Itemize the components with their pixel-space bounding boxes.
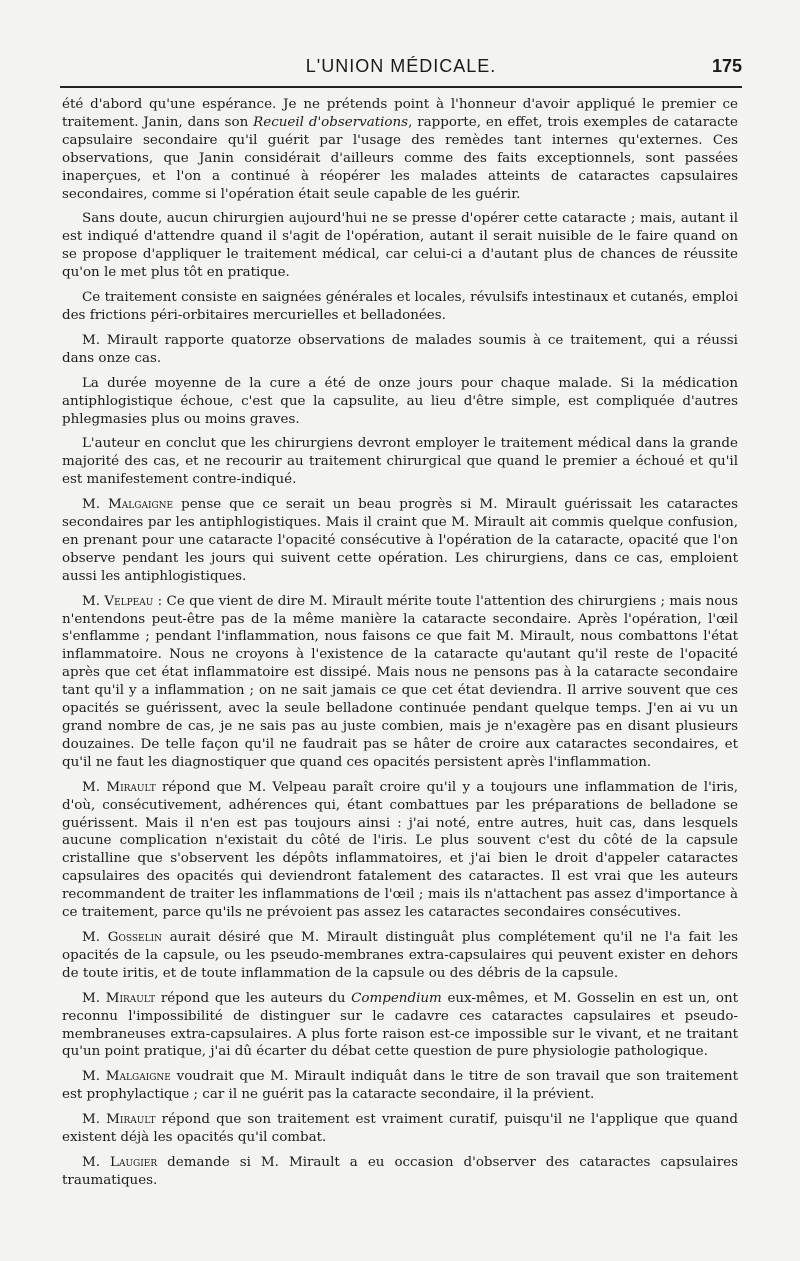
paragraph [62, 435, 738, 489]
paragraph [62, 929, 738, 983]
paragraph-text: eux-mêmes, et M. Gosselin en est un, ont reconnu l'impossibilité de distinguer sur le cadavre ces cataractes capsulaires et pseudo-membraneuses extra-capsulaires. A plus forte raison est-ce impossible sur le vivant, et ne traitant qu'un point pratique, j'ai dû écarter du débat cette question de pure physiologie pathologique. [62, 990, 739, 1060]
paragraph [62, 332, 738, 368]
paragraph [62, 289, 738, 325]
paragraph-text: La durée moyenne de la cure a été de onze jours pour chaque malade. Si la médication antiphlogistique échoue, c'est que la capsulite, au lieu d'être simple, est compliquée d'autres phlegmasies plus ou moins graves. [62, 375, 738, 427]
italic-text: Recueil d'observations [253, 114, 409, 130]
running-title: L'UNION MÉDICALE. [305, 56, 497, 76]
paragraph-text: : Ce que vient de dire M. Mirault mérite toute l'attention des chirurgiens ; mais nous n'entendons peut-être pas de la même manière la cataracte secondaire. Après l'opération, l'œil s'enflamme ; pendant l'inflammation, nous faisons ce que fait M. Mirault, nous combattons l'état inflammatoire. Nous ne croyons à l'existence de la cataracte qu'autant qu'il reste de l'opacité après que cet état inflammatoire est dissipé. Mais nous ne pensons pas à la cataracte secondaire tant qu'il y a inflammation ; on ne sait jamais ce que cet état deviendra. Il arrive souvent que ces opacités se guérissent, avec la seule belladone continuée pendant quelque temps. J'en ai vu un grand nombre de cas, je ne sais pas au juste combien, mais je n'exagère pas en disant plusieurs douzaines. De telle façon qu'il ne faudrait pas se hâter de croire aux cataractes secondaires, et qu'il ne faut les diagnostiquer que quand ces opacités persistent après l'inflammation. [62, 593, 738, 770]
speaker-name: Mirault [106, 1112, 156, 1128]
speaker-name: Laugier [110, 1154, 158, 1170]
paragraph-text: M. [82, 929, 108, 945]
paragraph-text: M. [82, 497, 109, 513]
paragraph [62, 1154, 738, 1190]
paragraph [62, 1111, 738, 1147]
paragraph [62, 593, 738, 772]
paragraph-text: Sans doute, aucun chirurgien aujourd'hui ne se presse d'opérer cette cataracte ; mais, autant il est indiqué d'attendre quand il s'agit de l'opération, autant il serait nuisible de le faire quand on se propose d'appliquer le traitement médical, car celui-ci a d'autant plus de chances de réussite qu'on le met plus tôt en pratique. [62, 211, 738, 281]
paragraph-text: répond que son traitement est vraiment curatif, puisqu'il ne l'applique que quand existent déjà les opacités qu'il combat. [62, 1112, 738, 1146]
paragraph [62, 1068, 738, 1104]
paragraph [62, 210, 738, 282]
paragraph-text: L'auteur en conclut que les chirurgiens devront employer le traitement médical dans la grande majorité des cas, et ne recourir au traitement chirurgical que quand le premier a échoué et qu'il est manifestement contre-indiqué. [62, 436, 738, 488]
speaker-name: Gosselin [107, 929, 163, 945]
speaker-name: Malgaigne [105, 1069, 171, 1085]
paragraph-text: , rapporte, en effet, trois exemples de cataracte capsulaire secondaire qu'il guérit par l'usage des remèdes tant internes qu'externes. Ces observations, que Janin considérait d'ailleurs comme des faits exceptionnels, sont passées inaperçues, et l'on a continué à réopérer les malades atteints de cataractes capsulaires secondaires, comme si l'opération était seule capable de les guérir. [62, 114, 739, 202]
paragraph-text: M. [82, 1112, 107, 1128]
header-rule [60, 86, 742, 88]
page-header [60, 56, 742, 86]
page-number: 175 [711, 56, 742, 76]
italic-text: Compendium [351, 990, 442, 1006]
paragraph-text: aurait désiré que M. Mirault distinguât plus complétement qu'il ne l'a fait les opacités de la capsule, ou les pseudo-membranes extra-capsulaires qui peuvent exister en dehors de toute iritis, et de toute inflammation de la capsule ou des débris de la capsule. [62, 929, 738, 981]
speaker-name: Mirault [105, 990, 156, 1006]
speaker-name: Velpeau [104, 593, 154, 609]
paragraph-text: voudrait que M. Mirault indiquât dans le titre de son travail que son traitement est prophylactique ; car il ne guérit pas la cataracte secondaire, il la prévient. [62, 1069, 738, 1103]
paragraph-text: pense que ce serait un beau progrès si M. Mirault guérissait les cataractes secondaires par les antiphlogistiques. Mais il craint que M. Mirault ait commis quelque confusion, en prenant pour une cataracte l'opacité consécutive à l'opération de la cataracte, opacité que l'on observe pendant les jours qui suivent cette opération. Les chirurgiens, dans ce cas, emploient aussi les antiphlogistiques. [62, 497, 738, 584]
paragraph-text: été d'abord qu'une espérance. Je ne prétends point à l'honneur d'avoir appliqué le premier ce traitement. Janin, dans son [62, 97, 738, 130]
paragraph-text: M. [82, 1154, 111, 1170]
speaker-name: Mirault [106, 779, 156, 795]
paragraph-text: M. [82, 593, 105, 609]
paragraph-text: M. Mirault rapporte quatorze observations de malades soumis à ce traitement, qui a réussi dans onze cas. [62, 332, 738, 366]
paragraph-text: demande si M. Mirault a eu occasion d'observer des cataractes capsulaires traumatiques. [62, 1154, 738, 1188]
paragraph-text: M. [82, 1069, 106, 1085]
paragraph [62, 496, 738, 586]
speaker-name: Malgaigne [108, 497, 174, 513]
paragraph-text: M. [82, 779, 107, 795]
paragraph [62, 779, 738, 922]
paragraph [62, 96, 738, 203]
paragraph-text: répond que les auteurs du [155, 990, 352, 1006]
paragraph [62, 990, 738, 1062]
paragraph-text: Ce traitement consiste en saignées générales et locales, révulsifs intestinaux et cutanés, emploi des frictions péri-orbitaires mercurielles et belladonées. [62, 290, 738, 323]
paragraph-text: M. [82, 990, 106, 1006]
paragraph-text: répond que M. Velpeau paraît croire qu'il y a toujours une inflammation de l'iris, d'où, consécutivement, adhérences qui, étant combattues par les préparations de belladone se guérissent. Mais il n'en est pas toujours ainsi : j'ai noté, entre autres, huit cas, dans lesquels aucune complication n'existait du côté de l'iris. Le plus souvent c'est du côté de la capsule cristalline que s'observent les dépôts inflammatoires, et j'ai bien le droit d'appeler cataractes capsulaires des opacités qui deviendront fatalement des cataractes. Il est vrai que les auteurs recommandent de traiter les inflammations de l'œil ; mais ils n'attachent pas assez d'importance à ce traitement, parce qu'ils ne prévoient pas assez les cataractes secondaires consécutives. [62, 779, 738, 921]
article-body [62, 96, 738, 1197]
paragraph [62, 375, 738, 429]
